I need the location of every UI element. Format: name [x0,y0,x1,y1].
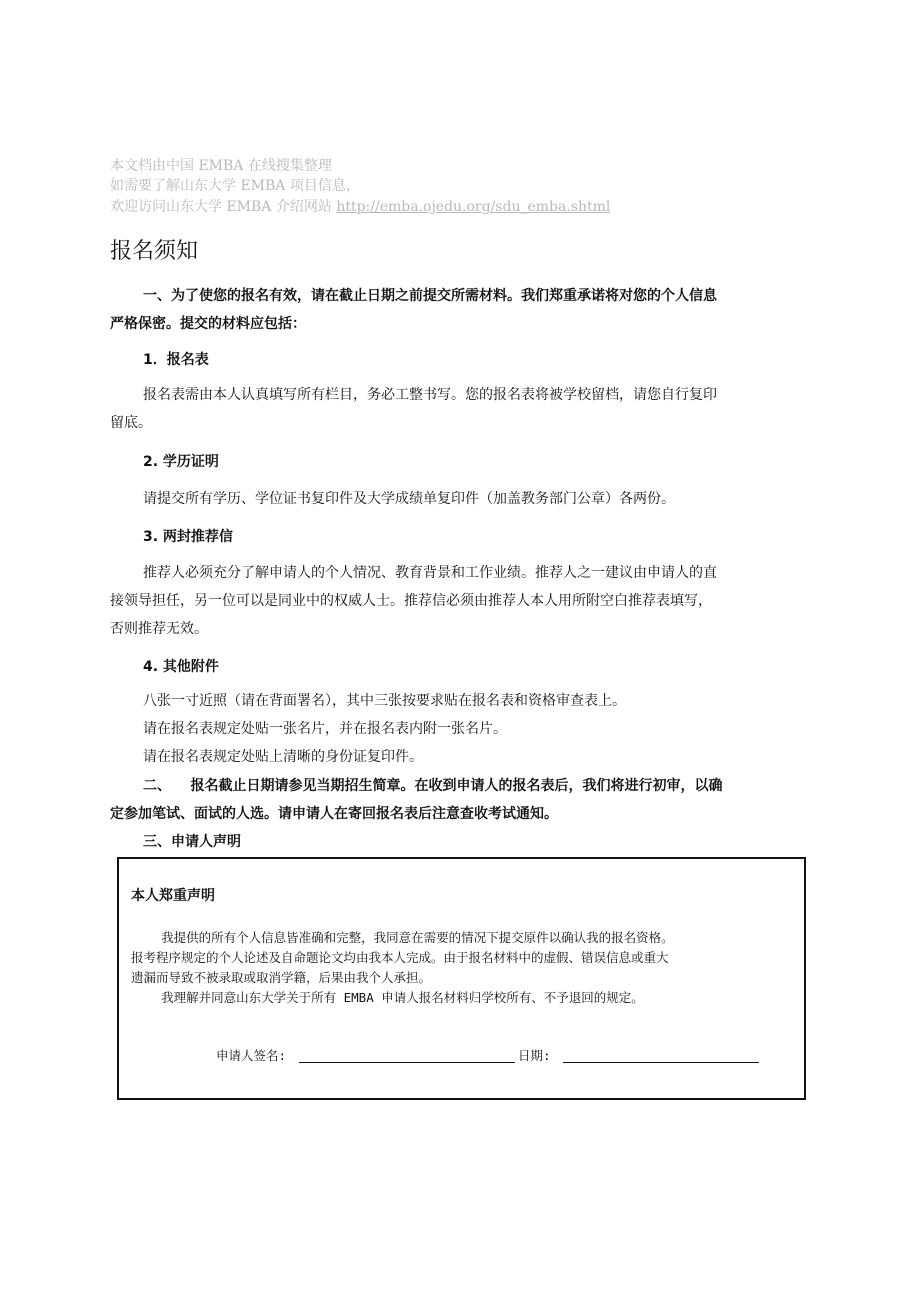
signature-line[interactable] [299,1062,515,1063]
source-note-line-2: 如需要了解山东大学 EMBA 项目信息， [110,178,360,194]
source-note-line-3 [110,197,610,217]
date-line[interactable] [563,1062,759,1063]
item-4-line-2: 请在报名表规定处贴一张名片，并在报名表内附一张名片。 [143,721,507,737]
section-1-intro-line-2: 严格保密。提交的材料应包括： [110,316,306,332]
source-link[interactable]: http://emba.ojedu.org/sdu_emba.shtml [336,199,611,215]
item-2-line-1: 请提交所有学历、学位证书复印件及大学成绩单复印件（加盖教务部门公章）各两份。 [143,491,675,507]
item-3-line-3: 否则推荐无效。 [110,621,208,637]
item-4-line-1: 八张一寸近照（请在背面署名），其中三张按要求贴在报名表和资格审查表上。 [143,693,626,709]
item-1-line-1: 报名表需由本人认真填写所有栏目，务必工整书写。您的报名表将被学校留档，请您自行复印 [143,387,717,403]
declaration-line-1: 我提供的所有个人信息皆准确和完整，我同意在需要的情况下提交原件以确认我的报名资格。 [131,930,674,945]
declaration-title: 本人郑重声明 [131,888,215,904]
signature-label: 申请人签名: [216,1048,287,1063]
page-title: 报名须知 [110,239,199,264]
item-3-line-1: 推荐人必须充分了解申请人的个人情况、教育背景和工作业绩。推荐人之一建议由申请人的直 [143,565,717,581]
section-2-line-2: 定参加笔试、面试的人选。请申请人在寄回报名表后注意查收考试通知。 [110,806,558,822]
item-1-line-2: 留底。 [110,415,152,431]
item-3-line-2: 接领导担任，另一位可以是同业中的权威人士。推荐信必须由推荐人本人用所附空白推荐表填写， [110,593,712,609]
item-2-heading: 2. 学历证明 [143,454,219,470]
section-1-intro-line-1: 一、为了使您的报名有效，请在截止日期之前提交所需材料。我们郑重承诺将对您的个人信息 [143,288,717,304]
date-label: 日期: [518,1048,551,1063]
declaration-line-3: 遗漏而导致不被录取或取消学籍，后果由我个人承担。 [131,970,432,985]
item-4-heading: 4. 其他附件 [143,659,219,675]
source-note-line-3-text: 欢迎访问山东大学 EMBA 介绍网站 [110,199,337,215]
item-3-heading: 3. 两封推荐信 [143,529,233,545]
item-1-heading: 1．报名表 [143,352,209,368]
item-4-line-3: 请在报名表规定处贴上清晰的身份证复印件。 [143,749,423,765]
section-2-line-1: 二、 报名截止日期请参见当期招生简章。在收到申请人的报名表后，我们将进行初审，以确 [143,778,723,794]
source-note-line-1: 本文档由中国 EMBA 在线搜集整理 [110,158,332,174]
section-3-heading: 三、申请人声明 [143,834,241,850]
declaration-line-2: 报考程序规定的个人论述及自命题论文均由我本人完成。由于报名材料中的虚假、错误信息或重大 [131,950,669,965]
declaration-line-4: 我理解并同意山东大学关于所有 EMBA 申请人报名材料归学校所有、不予退回的规定。 [131,990,644,1005]
